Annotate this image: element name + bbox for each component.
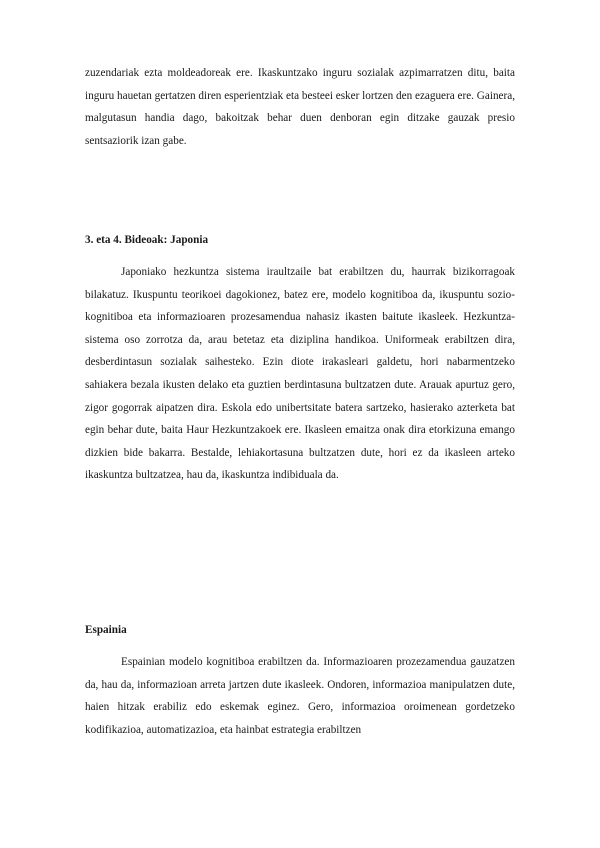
section-heading-japan: 3. eta 4. Bideoak: Japonia: [85, 234, 209, 246]
section-paragraph-spain: Espainian modelo kognitiboa erabiltzen da. Informazioaren prozezamendua gauzatzen da, hau da, informazioan arreta jartzen dute ikasleek. Ondoren, informazioa manipulatzen dute, haien hitzak erabiliz edo eskemak eginez. Gero, informazioa oroimenean gordetzeko kodifikazioa, automatizazioa, eta hainbat estrategia erabiltzen: [85, 656, 515, 736]
continued-paragraph: zuzendariak ezta moldeadoreak ere. Ikaskuntzako inguru sozialak azpimarratzen ditu, baita inguru hauetan gertatzen diren esperientziak eta besteei esker lortzen den ezaguera ere. Gainera, malgutasun handia dago, bakoitzak behar duen denboran egin ditzake gauzak presio sentsaziorik izan gabe.: [85, 67, 515, 147]
section-heading-spain: Espainia: [85, 624, 127, 636]
section-paragraph-japan: Japoniako hezkuntza sistema iraultzaile bat erabiltzen du, haurrak bizikorragoak bilakatuz. Ikuspuntu teorikoei dagokionez, batez ere, modelo kognitiboa da, ikuspuntu sozio-kognitiboa eta informazioaren prozesamendua nahasiz ikasten baitute ikasleek. Hezkuntza-sistema oso zorrotza da, arau betetaz eta diziplina handikoa. Uniformeak erabiltzen dira, desberdintasun sozialak saihesteko. Ezin diote irakasleari galdetu, hori nabarmentzeko sahiakera bezala ikusten delako eta guztien berdintasuna bultzatzen dute. Arauak apurtuz gero, zigor gogorrak aipatzen dira. Eskola edo unibertsitate batera sartzeko, hasierako azterketa bat egin behar dute, baita Haur Hezkuntzakoek ere. Ikasleen emaitza onak dira etorkizuna emango dizkien bide bakarra. Bestalde, lehiakortasuna bultzatzen dute, hori ez da ikasleen arteko ikaskuntza bultzatzea, hau da, ikaskuntza indibiduala da.: [85, 266, 515, 482]
